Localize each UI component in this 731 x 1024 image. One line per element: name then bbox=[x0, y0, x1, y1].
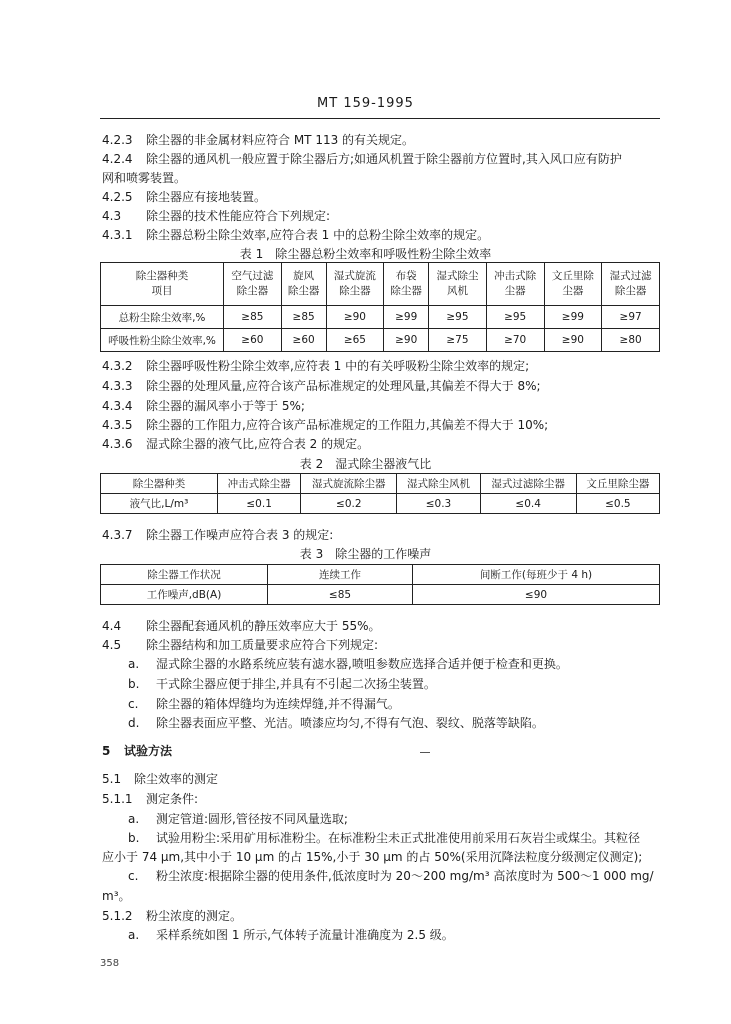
clause-5-1 bbox=[102, 771, 218, 787]
clause-5-1-1 bbox=[102, 791, 198, 807]
clause-4-3 bbox=[102, 208, 330, 224]
table-3-caption: 表 3 除尘器的工作噪声 bbox=[299, 547, 432, 561]
table-cell: ≤0.5 bbox=[576, 494, 659, 514]
row-label: 总粉尘除尘效率,% bbox=[101, 306, 224, 329]
header-cell: 湿式除尘 风机 bbox=[429, 263, 487, 306]
clause-text: 除尘器的非金属材料应符合 MT 113 的有关规定。 bbox=[146, 133, 415, 147]
header-cell: 除尘器种类 bbox=[101, 474, 218, 494]
clause-number: 4.3.4 bbox=[102, 399, 133, 413]
header-cell: 湿式旋流 除尘器 bbox=[326, 263, 384, 306]
row-label: 呼吸性粉尘除尘效率,% bbox=[101, 329, 224, 352]
clause-text: 除尘器的技术性能应符合下列规定: bbox=[146, 209, 331, 223]
header-cell: 布袋 除尘器 bbox=[384, 263, 429, 306]
table-cell: ≥97 bbox=[602, 306, 660, 329]
list-text: 除尘器表面应平整、光洁。喷漆应均匀,不得有气泡、裂纹、脱落等缺陷。 bbox=[156, 716, 544, 730]
section-number: 5 bbox=[102, 744, 111, 758]
clause-text: 除尘效率的测定 bbox=[134, 772, 219, 786]
clause-number: 5.1.1 bbox=[102, 792, 133, 806]
clause-text: 除尘器工作噪声应符合表 3 的规定: bbox=[146, 528, 334, 542]
clause-number: 4.3.6 bbox=[102, 437, 133, 451]
table-cell: ≥70 bbox=[486, 329, 544, 352]
list-item-c-cont: m³。 bbox=[102, 889, 131, 903]
clause-number: 4.2.5 bbox=[102, 190, 133, 204]
scan-mark bbox=[420, 752, 430, 753]
list-item-a bbox=[128, 656, 568, 672]
list-mark: b. bbox=[128, 831, 140, 845]
list-mark: b. bbox=[128, 677, 140, 691]
header-cell: 湿式除尘风机 bbox=[397, 474, 480, 494]
list-mark: a. bbox=[128, 657, 140, 671]
list-item-d bbox=[128, 715, 544, 731]
clause-4-2-5 bbox=[102, 189, 266, 205]
table-cell: ≤0.3 bbox=[397, 494, 480, 514]
clause-4-3-2 bbox=[102, 358, 529, 374]
clause-number: 5.1.2 bbox=[102, 909, 133, 923]
header-rule bbox=[100, 118, 660, 119]
list-mark: c. bbox=[128, 697, 139, 711]
clause-4-2-4-cont bbox=[102, 170, 186, 186]
table-header-row bbox=[101, 474, 660, 494]
table-cell: ≥60 bbox=[224, 329, 282, 352]
clause-4-5 bbox=[102, 637, 378, 653]
list-item-a bbox=[128, 811, 348, 827]
table-cell: ≤0.2 bbox=[301, 494, 397, 514]
list-text: 除尘器的箱体焊缝均为连续焊缝,并不得漏气。 bbox=[156, 697, 400, 711]
table-cell: ≥90 bbox=[326, 306, 384, 329]
clause-text: 除尘器的漏风率小于等于 5%; bbox=[146, 399, 305, 413]
table-cell: ≥60 bbox=[281, 329, 326, 352]
table-cell: ≥99 bbox=[384, 306, 429, 329]
clause-4-2-3 bbox=[102, 132, 414, 148]
table-cell: ≤0.4 bbox=[480, 494, 576, 514]
header-cell: 除尘器种类 项目 bbox=[101, 263, 224, 306]
clause-4-2-4 bbox=[102, 151, 622, 167]
header-cell: 连续工作 bbox=[268, 565, 413, 585]
row-label: 液气比,L/m³ bbox=[101, 494, 218, 514]
list-text: 粉尘浓度:根据除尘器的使用条件,低浓度时为 20～200 mg/m³ 高浓度时为 500～1 000 mg/ bbox=[156, 869, 654, 883]
table-row bbox=[101, 585, 660, 605]
clause-number: 4.3.5 bbox=[102, 418, 133, 432]
clause-4-3-7 bbox=[102, 527, 333, 543]
clause-number: 4.3 bbox=[102, 209, 122, 223]
clause-text: 除尘器的工作阻力,应符合该产品标准规定的工作阻力,其偏差不得大于 10%; bbox=[146, 418, 549, 432]
table-cell: ≤85 bbox=[268, 585, 413, 605]
table-cell: ≥75 bbox=[429, 329, 487, 352]
table-cell: ≥95 bbox=[429, 306, 487, 329]
table-cell: ≥90 bbox=[544, 329, 602, 352]
header-cell: 除尘器工作状况 bbox=[101, 565, 268, 585]
table-header-row bbox=[101, 263, 660, 306]
table-row bbox=[101, 306, 660, 329]
clause-number: 4.2.3 bbox=[102, 133, 133, 147]
header-cell: 冲击式除尘器 bbox=[218, 474, 301, 494]
list-text: 采样系统如图 1 所示,气体转子流量计准确度为 2.5 级。 bbox=[156, 928, 454, 942]
standard-header: MT 159-1995 bbox=[317, 96, 414, 111]
list-text: 测定管道:圆形,管径按不同风量选取; bbox=[156, 812, 348, 826]
list-item-c bbox=[128, 868, 654, 884]
clause-text: 湿式除尘器的液气比,应符合表 2 的规定。 bbox=[146, 437, 370, 451]
clause-4-3-5 bbox=[102, 417, 548, 433]
clause-text: 网和喷雾装置。 bbox=[102, 171, 187, 185]
table-cell: ≥95 bbox=[486, 306, 544, 329]
table-1 bbox=[100, 262, 660, 352]
table-3 bbox=[100, 564, 660, 605]
header-cell: 湿式过滤除尘器 bbox=[480, 474, 576, 494]
clause-number: 4.3.2 bbox=[102, 359, 133, 373]
clause-4-3-3 bbox=[102, 378, 541, 394]
table-cell: ≥99 bbox=[544, 306, 602, 329]
table-cell: ≥90 bbox=[384, 329, 429, 352]
table-row bbox=[101, 494, 660, 514]
clause-5-1-2 bbox=[102, 908, 242, 924]
table-row bbox=[101, 329, 660, 352]
list-mark: a. bbox=[128, 928, 140, 942]
clause-text: 除尘器的通风机一般应置于除尘器后方;如通风机置于除尘器前方位置时,其入风口应有防护 bbox=[146, 152, 622, 166]
clause-text: 测定条件: bbox=[146, 792, 199, 806]
list-item-b-cont: 应小于 74 μm,其中小于 10 μm 的占 15%,小于 30 μm 的占 50%(采用沉降法粒度分级测定仪测定); bbox=[102, 850, 643, 864]
table-cell: ≥85 bbox=[224, 306, 282, 329]
list-text: 干式除尘器应便于排尘,并具有不引起二次扬尘装置。 bbox=[156, 677, 436, 691]
table-cell: ≥80 bbox=[602, 329, 660, 352]
header-cell: 空气过滤 除尘器 bbox=[224, 263, 282, 306]
clause-number: 4.2.4 bbox=[102, 152, 133, 166]
header-cell: 间断工作(每班少于 4 h) bbox=[413, 565, 660, 585]
list-mark: c. bbox=[128, 869, 139, 883]
table-cell: ≥65 bbox=[326, 329, 384, 352]
list-mark: d. bbox=[128, 716, 140, 730]
list-mark: a. bbox=[128, 812, 140, 826]
clause-number: 5.1 bbox=[102, 772, 122, 786]
clause-text: 除尘器配套通风机的静压效率应大于 55%。 bbox=[146, 619, 381, 633]
list-item-a bbox=[128, 927, 454, 943]
list-text: 湿式除尘器的水路系统应装有滤水器,喷咀参数应选择合适并便于检查和更换。 bbox=[156, 657, 568, 671]
clause-text: 粉尘浓度的测定。 bbox=[146, 909, 243, 923]
table-cell: ≤0.1 bbox=[218, 494, 301, 514]
clause-number: 4.5 bbox=[102, 638, 122, 652]
clause-4-4 bbox=[102, 618, 381, 634]
section-5-heading bbox=[102, 743, 172, 759]
header-cell: 文丘里除 尘器 bbox=[544, 263, 602, 306]
page-number: 358 bbox=[100, 958, 120, 969]
header-cell: 文丘里除尘器 bbox=[576, 474, 659, 494]
table-header-row bbox=[101, 565, 660, 585]
clause-text: 除尘器结构和加工质量要求应符合下列规定: bbox=[146, 638, 379, 652]
clause-text: 除尘器应有接地装置。 bbox=[146, 190, 267, 204]
row-label: 工作噪声,dB(A) bbox=[101, 585, 268, 605]
clause-number: 4.3.7 bbox=[102, 528, 133, 542]
list-item-b bbox=[128, 830, 640, 846]
clause-text: 除尘器总粉尘除尘效率,应符合表 1 中的总粉尘除尘效率的规定。 bbox=[146, 228, 490, 242]
header-cell: 湿式旋流除尘器 bbox=[301, 474, 397, 494]
clause-number: 4.3.1 bbox=[102, 228, 133, 242]
clause-text: 除尘器呼吸性粉尘除尘效率,应符表 1 中的有关呼吸粉尘除尘效率的规定; bbox=[146, 359, 530, 373]
list-item-c bbox=[128, 696, 400, 712]
table-cell: ≤90 bbox=[413, 585, 660, 605]
clause-4-3-6 bbox=[102, 436, 369, 452]
list-item-b bbox=[128, 676, 436, 692]
clause-number: 4.3.3 bbox=[102, 379, 133, 393]
clause-text: 除尘器的处理风量,应符合该产品标准规定的处理风量,其偏差不得大于 8%; bbox=[146, 379, 541, 393]
table-cell: ≥85 bbox=[281, 306, 326, 329]
header-cell: 湿式过滤 除尘器 bbox=[602, 263, 660, 306]
clause-4-3-1 bbox=[102, 227, 489, 243]
table-1-caption: 表 1 除尘器总粉尘效率和呼吸性粉尘除尘效率 bbox=[239, 247, 492, 261]
table-2-caption: 表 2 湿式除尘器液气比 bbox=[299, 457, 432, 471]
table-2 bbox=[100, 473, 660, 514]
list-text: 试验用粉尘:采用矿用标准粉尘。在标准粉尘未正式批准使用前采用石灰岩尘或煤尘。其粒径 bbox=[156, 831, 641, 845]
header-cell: 冲击式除 尘器 bbox=[486, 263, 544, 306]
clause-4-3-4 bbox=[102, 398, 305, 414]
header-cell: 旋风 除尘器 bbox=[281, 263, 326, 306]
clause-number: 4.4 bbox=[102, 619, 122, 633]
section-title: 试验方法 bbox=[124, 744, 173, 758]
